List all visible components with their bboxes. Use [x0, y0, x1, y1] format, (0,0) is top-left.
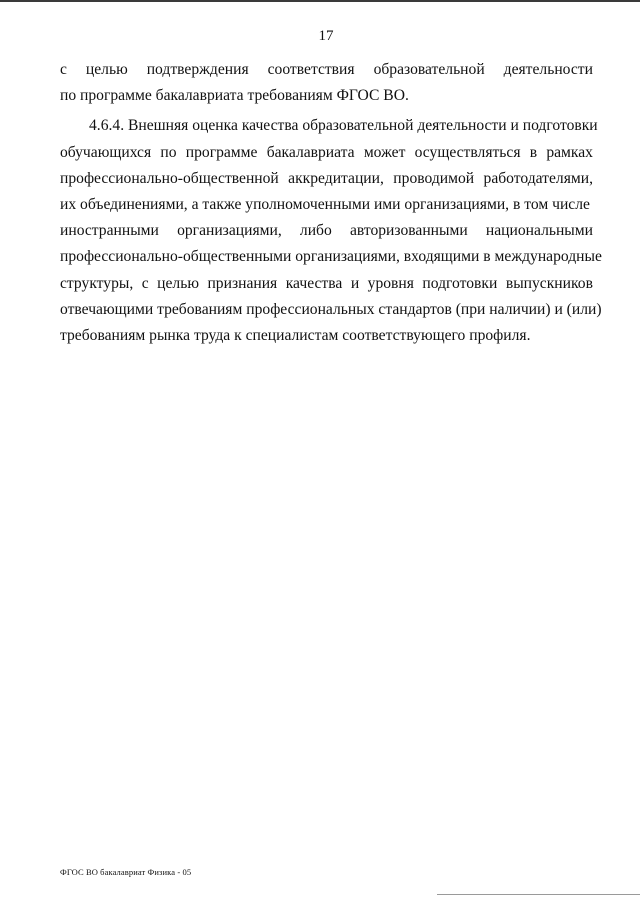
text-line: их объединениями, а также уполномоченными ими организациями, в том числе: [60, 196, 590, 214]
text-line: по программе бакалавриата требованиям ФГОС ВО.: [60, 87, 409, 105]
paragraph-continuation: [60, 57, 593, 109]
paragraph-4-6-4: [60, 113, 602, 349]
text-line: обучающихся по программе бакалавриата может осуществляться в рамках: [60, 143, 593, 161]
text-line: структуры, с целью признания качества и уровня подготовки выпускников: [60, 274, 593, 292]
text-line: требованиям рынка труда к специалистам соответствующего профиля.: [60, 327, 531, 345]
text-line: иностранными организациями, либо авторизованными национальными: [60, 222, 593, 240]
text-line: 4.6.4. Внешняя оценка качества образовательной деятельности и подготовки: [89, 117, 598, 135]
page-footer: ФГОС ВО бакалавриат Физика - 05: [60, 867, 192, 877]
text-line: с целью подтверждения соответствия образовательной деятельности: [60, 61, 593, 78]
bottom-edge-rule: [437, 894, 640, 895]
page-number: 17: [318, 28, 334, 44]
document-body: [60, 57, 602, 349]
text-line: профессионально-общественными организациями, входящими в международные: [60, 248, 602, 266]
top-edge-rule: [0, 0, 640, 2]
text-line: отвечающими требованиям профессиональных стандартов (при наличии) и (или): [60, 300, 602, 318]
text-line: профессионально-общественной аккредитации, проводимой работодателями,: [60, 169, 593, 187]
